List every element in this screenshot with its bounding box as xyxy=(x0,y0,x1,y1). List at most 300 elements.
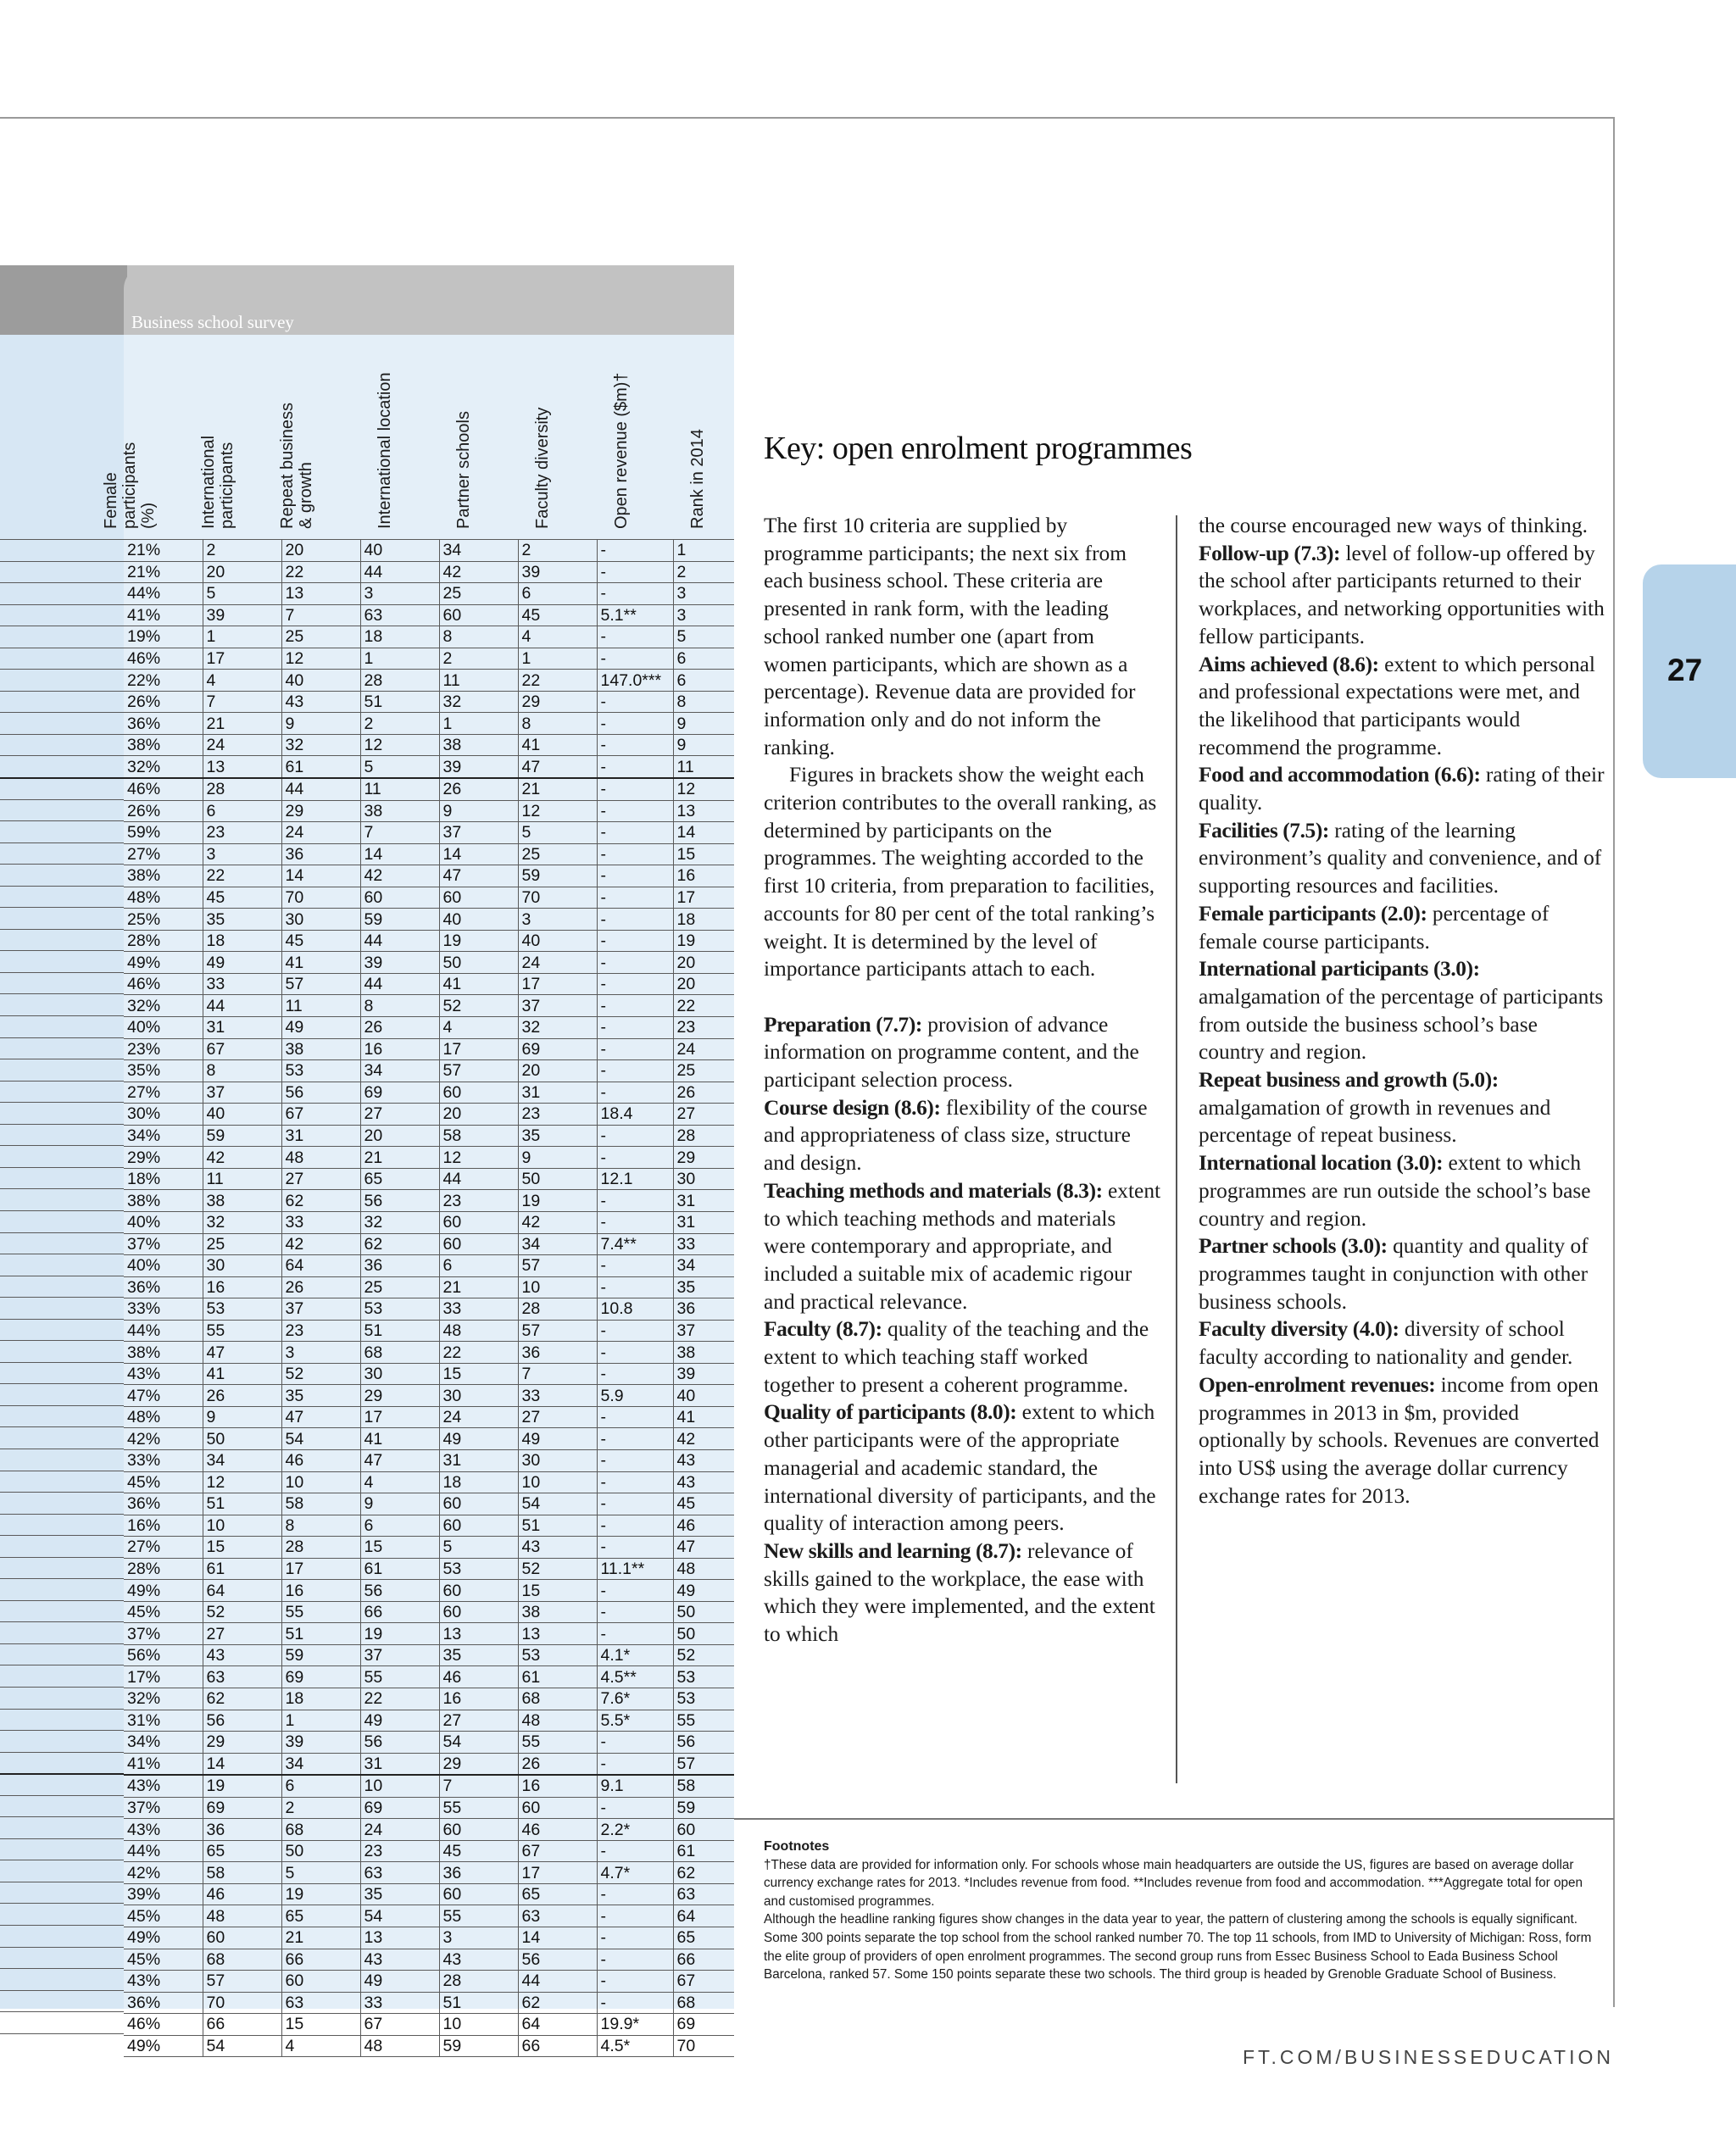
table-cell: - xyxy=(597,1363,673,1385)
table-row xyxy=(124,561,734,583)
table-cell: 37 xyxy=(281,1298,360,1321)
table-cell: 47 xyxy=(673,1537,734,1559)
table-cell: 38 xyxy=(203,1190,281,1212)
table-row xyxy=(124,1666,734,1688)
table-cell: 7.6* xyxy=(597,1688,673,1710)
criterion-text: provision of advance information on programme content, and the participant selection process. xyxy=(764,1012,1139,1093)
row-rule xyxy=(0,1145,124,1167)
table-cell: 46 xyxy=(673,1515,734,1537)
table-cell: 19 xyxy=(518,1190,597,1212)
table-cell: - xyxy=(597,561,673,583)
table-cell: 35 xyxy=(360,1883,439,1905)
table-cell: 27 xyxy=(360,1104,439,1126)
table-cell: 25% xyxy=(124,909,203,931)
table-cell: 61 xyxy=(203,1558,281,1580)
table-cell: 39 xyxy=(360,952,439,974)
table-cell: 53 xyxy=(281,1060,360,1082)
table-cell: 5.1** xyxy=(597,604,673,626)
table-cell: 14 xyxy=(281,865,360,887)
table-cell: 37 xyxy=(439,822,518,844)
table-cell: 37% xyxy=(124,1233,203,1255)
key-col2-lead: the course encouraged new ways of thinking. xyxy=(1199,514,1589,537)
column-header: Faculty diversity xyxy=(533,407,552,529)
row-rule xyxy=(0,950,124,972)
table-cell: 5.9 xyxy=(597,1385,673,1407)
row-rule xyxy=(0,1319,124,1341)
criterion-term: Partner schools (3.0): xyxy=(1199,1234,1388,1259)
table-cell: 44 xyxy=(360,973,439,995)
page-frame-right-rule xyxy=(1613,117,1615,2007)
table-cell: 60 xyxy=(439,1515,518,1537)
table-cell: 70 xyxy=(281,887,360,909)
table-cell: 1 xyxy=(673,540,734,562)
table-row xyxy=(124,2014,734,2036)
row-rule xyxy=(0,777,124,799)
table-cell: 61 xyxy=(360,1558,439,1580)
table-row xyxy=(124,1320,734,1342)
table-cell: 27 xyxy=(439,1710,518,1732)
table-cell: 48 xyxy=(360,2035,439,2057)
table-cell: 47% xyxy=(124,1385,203,1407)
table-cell: 49% xyxy=(124,1580,203,1602)
table-cell: - xyxy=(597,1927,673,1949)
criterion-text: flexibility of the course and appropriateness of class size, structure and design. xyxy=(764,1095,1148,1176)
table-cell: 7.4** xyxy=(597,1233,673,1255)
criterion-text: level of follow-up offered by the school after participants returned to their workplaces, and networking opportunities with fellow participants. xyxy=(1199,541,1605,648)
table-cell: 49 xyxy=(360,1971,439,1993)
table-row xyxy=(124,1082,734,1104)
table-cell: 48 xyxy=(518,1710,597,1732)
table-cell: 53 xyxy=(439,1558,518,1580)
table-cell: 8 xyxy=(439,626,518,648)
table-cell: 4.1* xyxy=(597,1644,673,1666)
table-cell: 44 xyxy=(518,1971,597,1993)
table-cell: 54 xyxy=(281,1428,360,1450)
table-cell: 46 xyxy=(439,1666,518,1688)
row-rule xyxy=(0,929,124,951)
table-row xyxy=(124,1406,734,1428)
table-row xyxy=(124,1342,734,1364)
survey-label: Business school survey xyxy=(131,312,294,332)
table-cell: 60 xyxy=(439,1819,518,1841)
table-cell: 45% xyxy=(124,1601,203,1623)
table-cell: - xyxy=(597,1883,673,1905)
table-cell: 22 xyxy=(439,1342,518,1364)
column-header: International location xyxy=(376,372,394,529)
table-cell: 48% xyxy=(124,1406,203,1428)
table-cell: 37 xyxy=(518,995,597,1017)
table-cell: 38 xyxy=(518,1601,597,1623)
table-row xyxy=(124,2035,734,2057)
table-cell: 16 xyxy=(281,1580,360,1602)
table-cell: - xyxy=(597,1580,673,1602)
table-cell: 43 xyxy=(518,1537,597,1559)
table-cell: 34% xyxy=(124,1125,203,1147)
row-rule xyxy=(0,2011,124,2033)
table-cell: 40 xyxy=(360,540,439,562)
row-rule xyxy=(0,1124,124,1146)
table-cell: 26 xyxy=(203,1385,281,1407)
table-cell: 19% xyxy=(124,626,203,648)
table-cell: 38 xyxy=(439,734,518,756)
table-cell: 45% xyxy=(124,1905,203,1927)
table-cell: 36 xyxy=(518,1342,597,1364)
table-cell: 56 xyxy=(518,1949,597,1971)
criterion-term: Female participants (2.0): xyxy=(1199,901,1427,926)
row-rule xyxy=(0,1340,124,1362)
table-cell: 5 xyxy=(203,583,281,605)
table-cell: 56% xyxy=(124,1644,203,1666)
row-rule xyxy=(0,1471,124,1493)
table-cell: 52 xyxy=(673,1644,734,1666)
table-cell: 8 xyxy=(281,1515,360,1537)
table-cell: 15 xyxy=(203,1537,281,1559)
table-cell: 31 xyxy=(518,1082,597,1104)
row-rule xyxy=(0,1557,124,1579)
table-cell: 30 xyxy=(673,1168,734,1190)
table-cell: 21 xyxy=(203,713,281,735)
table-cell: 37 xyxy=(673,1320,734,1342)
table-cell: 39% xyxy=(124,1883,203,1905)
table-cell: 4 xyxy=(281,2035,360,2057)
column-header: Open revenue ($m)† xyxy=(612,372,631,529)
table-cell: 34 xyxy=(673,1255,734,1277)
table-row xyxy=(124,1688,734,1710)
criterion-definition xyxy=(1199,1232,1605,1315)
row-rule xyxy=(0,1037,124,1059)
row-rule xyxy=(0,1968,124,1990)
table-cell: 52 xyxy=(439,995,518,1017)
table-cell: 63 xyxy=(673,1883,734,1905)
table-cell: 34 xyxy=(439,540,518,562)
table-cell: 42 xyxy=(360,865,439,887)
table-cell: 53 xyxy=(360,1298,439,1321)
table-cell: 38% xyxy=(124,865,203,887)
table-cell: 4.5* xyxy=(597,2035,673,2057)
table-cell: 62 xyxy=(673,1862,734,1884)
table-cell: 22 xyxy=(518,670,597,692)
table-cell: 28% xyxy=(124,1558,203,1580)
table-cell: 15 xyxy=(439,1363,518,1385)
criterion-text: rating of the learning environment’s quality and convenience, and of supporting resources and facilities. xyxy=(1199,818,1602,898)
table-cell: 20 xyxy=(439,1104,518,1126)
table-cell: 10 xyxy=(518,1276,597,1298)
table-cell: 49% xyxy=(124,1927,203,1949)
table-row xyxy=(124,1883,734,1905)
table-cell: 63 xyxy=(360,604,439,626)
table-cell: 12 xyxy=(360,734,439,756)
criterion-definition xyxy=(1199,1371,1605,1510)
table-cell: 27 xyxy=(673,1104,734,1126)
table-cell: 10 xyxy=(281,1471,360,1493)
table-cell: 19.9* xyxy=(597,2014,673,2036)
row-rule xyxy=(0,561,124,583)
table-cell: 2.2* xyxy=(597,1819,673,1841)
table-cell: 3 xyxy=(673,583,734,605)
table-cell: 18 xyxy=(439,1471,518,1493)
row-rule xyxy=(0,1773,124,1795)
table-cell: 35 xyxy=(203,909,281,931)
table-cell: 43% xyxy=(124,1363,203,1385)
row-rule xyxy=(0,1730,124,1752)
table-cell: 62 xyxy=(203,1688,281,1710)
table-cell: 44 xyxy=(360,561,439,583)
table-cell: - xyxy=(597,1190,673,1212)
table-cell: 48% xyxy=(124,887,203,909)
table-cell: - xyxy=(597,1082,673,1104)
table-cell: 60 xyxy=(439,1082,518,1104)
table-cell: 32% xyxy=(124,756,203,778)
table-cell: 49 xyxy=(439,1428,518,1450)
row-rule xyxy=(0,1167,124,1189)
table-cell: 4 xyxy=(360,1471,439,1493)
row-rule xyxy=(0,604,124,626)
table-cell: - xyxy=(597,1537,673,1559)
table-cell: 39 xyxy=(518,561,597,583)
row-rule xyxy=(0,712,124,734)
table-cell: 6 xyxy=(281,1775,360,1797)
table-cell: 45% xyxy=(124,1949,203,1971)
table-cell: 41 xyxy=(673,1406,734,1428)
criteria-list-1 xyxy=(764,1011,1162,1649)
table-cell: 36% xyxy=(124,1992,203,2014)
table-cell: - xyxy=(597,1449,673,1471)
table-cell: 12 xyxy=(439,1147,518,1169)
table-row xyxy=(124,713,734,735)
table-cell: 25 xyxy=(360,1276,439,1298)
table-cell: 9 xyxy=(203,1406,281,1428)
table-cell: 2 xyxy=(281,1797,360,1819)
table-cell: - xyxy=(597,1125,673,1147)
table-cell: - xyxy=(597,1732,673,1754)
table-cell: 25 xyxy=(673,1060,734,1082)
table-cell: 40% xyxy=(124,1211,203,1233)
criterion-term: Teaching methods and materials (8.3): xyxy=(764,1178,1103,1203)
table-cell: 17 xyxy=(281,1558,360,1580)
table-cell: 19 xyxy=(439,930,518,952)
table-cell: 65 xyxy=(673,1927,734,1949)
table-row xyxy=(124,1276,734,1298)
table-cell: 15 xyxy=(518,1580,597,1602)
table-cell: 50 xyxy=(518,1168,597,1190)
table-cell: - xyxy=(597,1147,673,1169)
table-cell: 69 xyxy=(203,1797,281,1819)
table-cell: 66 xyxy=(360,1601,439,1623)
table-cell: 3 xyxy=(281,1342,360,1364)
table-cell: 45 xyxy=(203,887,281,909)
table-cell: 6 xyxy=(203,800,281,822)
table-cell: 60 xyxy=(360,887,439,909)
table-cell: 33 xyxy=(673,1233,734,1255)
table-cell: 60 xyxy=(439,1233,518,1255)
criterion-term: Food and accommodation (6.6): xyxy=(1199,763,1481,787)
table-cell: 19 xyxy=(673,930,734,952)
table-cell: 51 xyxy=(360,1320,439,1342)
table-cell: 41 xyxy=(518,734,597,756)
table-cell: 17% xyxy=(124,1666,203,1688)
table-cell: 31 xyxy=(673,1211,734,1233)
table-cell: 48 xyxy=(281,1147,360,1169)
table-cell: 54 xyxy=(518,1493,597,1515)
table-cell: - xyxy=(597,1017,673,1039)
table-cell: 57 xyxy=(518,1320,597,1342)
table-cell: 22 xyxy=(281,561,360,583)
table-row xyxy=(124,648,734,670)
table-cell: 26% xyxy=(124,800,203,822)
table-cell: 31 xyxy=(439,1449,518,1471)
table-cell: 43 xyxy=(439,1949,518,1971)
table-cell: 49 xyxy=(673,1580,734,1602)
criterion-text: extent to which programmes are run outside the school’s base country and region. xyxy=(1199,1151,1591,1231)
table-cell: 1 xyxy=(203,626,281,648)
table-cell: 25 xyxy=(439,583,518,605)
table-cell: 5 xyxy=(281,1862,360,1884)
table-cell: 4 xyxy=(518,626,597,648)
table-cell: 7 xyxy=(203,691,281,713)
table-row xyxy=(124,1537,734,1559)
table-row xyxy=(124,887,734,909)
table-cell: 47 xyxy=(281,1406,360,1428)
criterion-text: extent to which personal and professional expectations were met, and the likelihood that participants would recommend the programme. xyxy=(1199,652,1595,759)
table-row xyxy=(124,800,734,822)
row-rule xyxy=(0,669,124,691)
table-cell: 17 xyxy=(518,1862,597,1884)
table-cell: 23 xyxy=(203,822,281,844)
table-cell: 23 xyxy=(360,1840,439,1862)
table-cell: 57 xyxy=(439,1060,518,1082)
table-row xyxy=(124,626,734,648)
row-rule xyxy=(0,993,124,1015)
row-rule xyxy=(0,864,124,886)
table-row xyxy=(124,865,734,887)
criterion-definition xyxy=(1199,1066,1605,1149)
criterion-term: New skills and learning (8.7): xyxy=(764,1539,1022,1563)
table-cell: 24 xyxy=(439,1406,518,1428)
table-cell: 33 xyxy=(360,1992,439,2014)
criterion-text: relevance of skills gained to the workplace, the ease with which they were implemented, and the extent to which xyxy=(764,1539,1155,1647)
table-cell: 48 xyxy=(439,1320,518,1342)
table-cell: 67 xyxy=(360,2014,439,2036)
table-cell: 2 xyxy=(673,561,734,583)
table-cell: 28 xyxy=(360,670,439,692)
table-cell: 41 xyxy=(439,973,518,995)
table-cell: 60 xyxy=(518,1797,597,1819)
table-cell: 60 xyxy=(439,1493,518,1515)
criterion-text: rating of their quality. xyxy=(1199,763,1605,815)
table-cell: - xyxy=(597,648,673,670)
table-cell: 43 xyxy=(360,1949,439,1971)
table-cell: 43 xyxy=(203,1644,281,1666)
table-cell: 40% xyxy=(124,1017,203,1039)
table-cell: 27 xyxy=(518,1406,597,1428)
criterion-definition xyxy=(1199,540,1605,651)
table-row xyxy=(124,670,734,692)
table-cell: 14 xyxy=(439,843,518,865)
table-cell: 44 xyxy=(203,995,281,1017)
table-cell: 35 xyxy=(281,1385,360,1407)
survey-header-dark-block xyxy=(0,265,127,335)
table-cell: 23 xyxy=(281,1320,360,1342)
table-cell: 24 xyxy=(360,1819,439,1841)
table-cell: - xyxy=(597,1515,673,1537)
table-cell: 2 xyxy=(518,540,597,562)
table-cell: 20 xyxy=(281,540,360,562)
table-row xyxy=(124,1558,734,1580)
table-cell: 14 xyxy=(518,1927,597,1949)
row-rule xyxy=(0,842,124,865)
table-cell: 39 xyxy=(203,604,281,626)
table-cell: 42 xyxy=(203,1147,281,1169)
table-cell: 38% xyxy=(124,1342,203,1364)
table-cell: 28 xyxy=(518,1298,597,1321)
criterion-term: Aims achieved (8.6): xyxy=(1199,652,1379,676)
column-header: Female participants (%) xyxy=(102,442,158,529)
table-cell: - xyxy=(597,865,673,887)
table-row xyxy=(124,734,734,756)
table-cell: 56 xyxy=(360,1190,439,1212)
table-cell: 52 xyxy=(518,1558,597,1580)
table-cell: 31 xyxy=(360,1753,439,1775)
table-cell: 27 xyxy=(203,1623,281,1645)
table-cell: 5 xyxy=(439,1537,518,1559)
table-cell: 29 xyxy=(203,1732,281,1754)
site-url: FT.COM/BUSINESSEDUCATION xyxy=(1242,2046,1614,2068)
table-cell: 63 xyxy=(203,1666,281,1688)
table-cell: 64 xyxy=(281,1255,360,1277)
table-cell: 50 xyxy=(203,1428,281,1450)
table-cell: 34% xyxy=(124,1732,203,1754)
table-cell: 50 xyxy=(673,1601,734,1623)
table-cell: 31 xyxy=(203,1017,281,1039)
table-cell: 36% xyxy=(124,1276,203,1298)
table-cell: 41 xyxy=(281,952,360,974)
row-rule xyxy=(0,1383,124,1405)
table-cell: 53 xyxy=(203,1298,281,1321)
table-cell: - xyxy=(597,887,673,909)
table-cell: - xyxy=(597,1905,673,1927)
row-rule xyxy=(0,1081,124,1103)
table-row xyxy=(124,1060,734,1082)
table-cell: 7 xyxy=(360,822,439,844)
table-cell: 10 xyxy=(518,1471,597,1493)
table-cell: 1 xyxy=(281,1710,360,1732)
table-cell: 21 xyxy=(360,1147,439,1169)
table-row xyxy=(124,604,734,626)
table-cell: 47 xyxy=(203,1342,281,1364)
table-row xyxy=(124,1211,734,1233)
table-row xyxy=(124,1797,734,1819)
table-cell: 46 xyxy=(281,1449,360,1471)
table-row xyxy=(124,1819,734,1841)
table-cell: 44% xyxy=(124,1320,203,1342)
table-cell: - xyxy=(597,626,673,648)
criterion-definition xyxy=(1199,651,1605,762)
table-cell: 60 xyxy=(439,1580,518,1602)
table-cell: 10.8 xyxy=(597,1298,673,1321)
table-row xyxy=(124,1298,734,1321)
table-cell: 52 xyxy=(203,1601,281,1623)
table-row xyxy=(124,1601,734,1623)
table-cell: 46% xyxy=(124,2014,203,2036)
table-cell: 5 xyxy=(518,822,597,844)
row-rule xyxy=(0,972,124,994)
row-rule xyxy=(0,582,124,604)
table-cell: 28 xyxy=(203,778,281,800)
table-cell: 58 xyxy=(439,1125,518,1147)
criterion-text: extent to which teaching methods and materials were contemporary and appropriate, and included a suitable mix of academic rigour and practical relevance. xyxy=(764,1178,1161,1314)
criterion-text: quantity and quality of programmes taught in conjunction with other business schools. xyxy=(1199,1234,1589,1314)
table-cell: - xyxy=(597,800,673,822)
